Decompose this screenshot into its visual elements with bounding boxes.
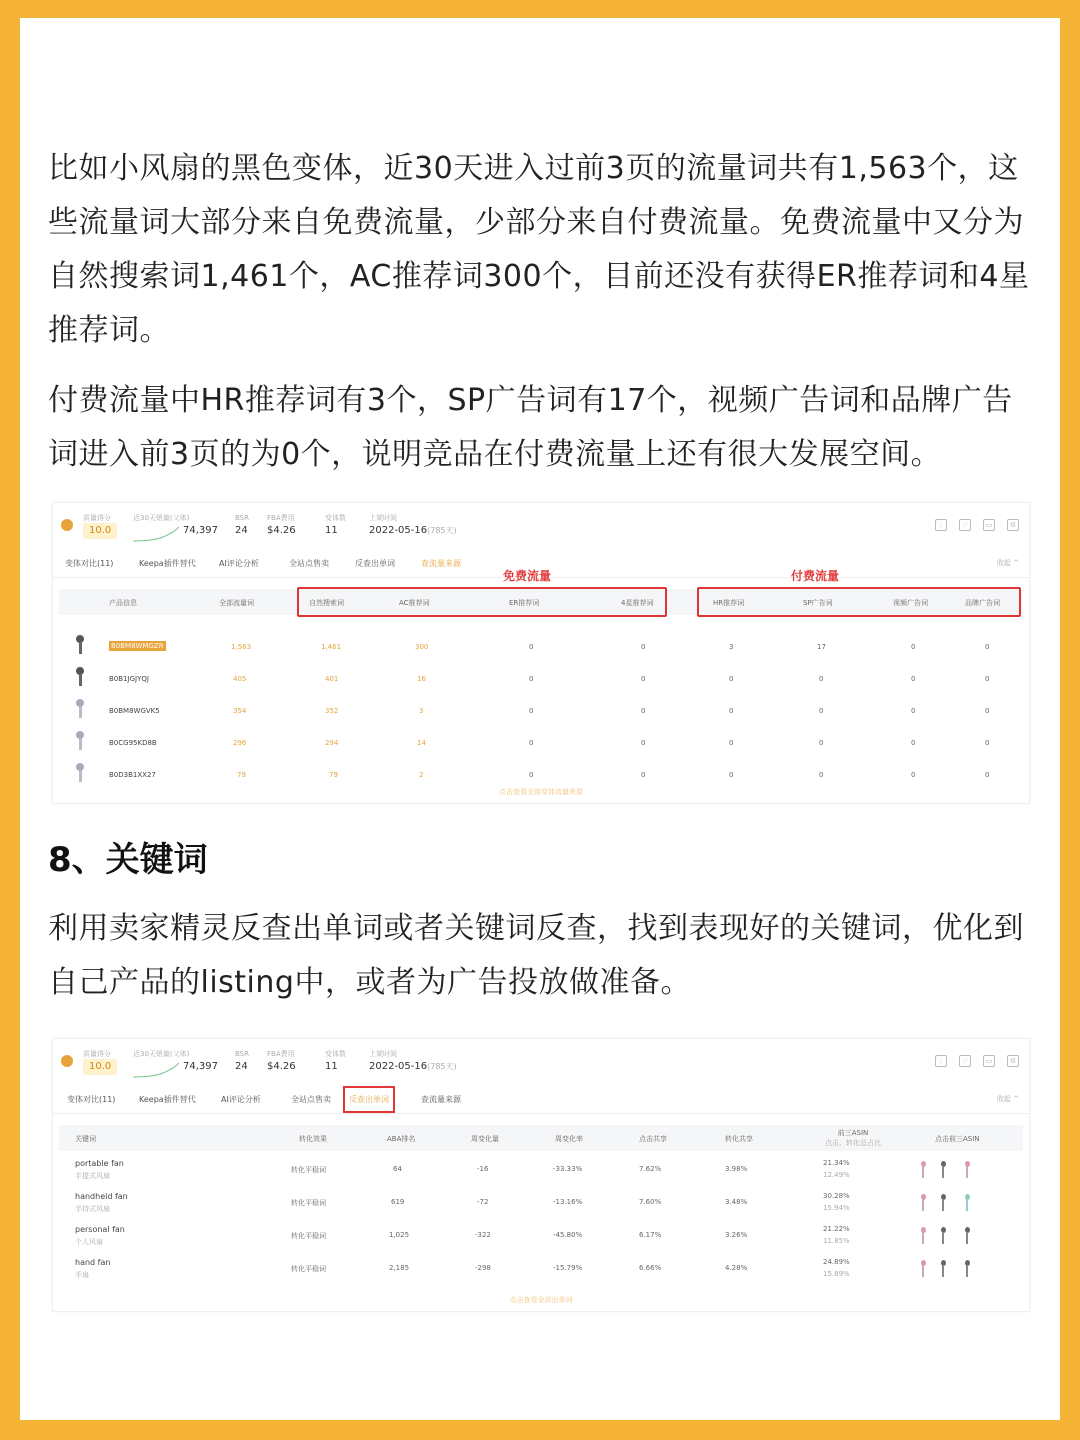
sales-value: 74,397 xyxy=(183,525,218,536)
cell-hr: 0 xyxy=(729,739,734,747)
product-logo-icon xyxy=(61,1055,73,1067)
section-heading: 8、关键词 xyxy=(48,840,208,880)
date-value: 2022-05-16 xyxy=(369,1061,428,1072)
fan-thumbnail-icon xyxy=(73,763,87,783)
cell-all: 405 xyxy=(233,675,247,683)
tab-global-sale[interactable]: 全站点售卖 xyxy=(289,559,329,568)
heart-icon[interactable]: ♡ xyxy=(959,1055,971,1067)
screen-icon[interactable]: ▭ xyxy=(983,519,995,531)
asin-cell[interactable]: B0BM8WMGZR xyxy=(111,642,164,650)
cell-aba: 619 xyxy=(391,1198,405,1206)
tab-reverse-keywords[interactable]: 反查出单词 xyxy=(343,1086,395,1113)
cell-click-share: 7.62% xyxy=(639,1165,662,1173)
tab-keepa[interactable]: Keepa插件替代 xyxy=(139,559,196,568)
score-label: 质量得分 xyxy=(83,1050,111,1058)
keyword-translation: 手持式风扇 xyxy=(75,1205,110,1213)
cell-hr: 3 xyxy=(729,643,734,651)
cell-ac: 14 xyxy=(417,739,426,747)
fan-thumbnail-icon xyxy=(939,1161,947,1179)
days-value: (785天) xyxy=(427,526,457,535)
tool-tabs xyxy=(53,1085,1029,1114)
fan-thumbnail-icon xyxy=(963,1161,971,1179)
free-traffic-highlight xyxy=(297,587,667,617)
product-logo-icon xyxy=(61,519,73,531)
screen-icon[interactable]: ▭ xyxy=(983,1055,995,1067)
tab-keepa[interactable]: Keepa插件替代 xyxy=(139,1095,196,1104)
fan-thumbnail-icon xyxy=(963,1194,971,1212)
cell-video: 0 xyxy=(911,739,916,747)
header-all-words: 全部流量词 xyxy=(219,599,254,607)
table-row[interactable] xyxy=(59,1252,1023,1284)
cell-organic: 79 xyxy=(329,771,338,779)
header-brand: 品牌广告词 xyxy=(965,599,1000,607)
cell-ac: 2 xyxy=(419,771,424,779)
score-badge: 10.0 xyxy=(83,1059,117,1075)
cell-top3-conv: 15.94% xyxy=(823,1204,850,1212)
keyword-table-header xyxy=(59,1125,1023,1151)
cell-conv-share: 3.26% xyxy=(725,1231,748,1239)
header-4star: 4星推荐词 xyxy=(621,599,654,607)
cell-aba: 2,185 xyxy=(389,1264,410,1272)
cell-4star: 0 xyxy=(641,739,646,747)
asin-cell[interactable]: B0BM8WGVK5 xyxy=(109,707,160,715)
table-row[interactable] xyxy=(59,1186,1023,1218)
header-hr: HR推荐词 xyxy=(713,599,745,607)
header-top3 xyxy=(825,1128,881,1148)
cell-conversion: 转化平稳词 xyxy=(291,1166,326,1174)
sales-value: 74,397 xyxy=(183,1061,218,1072)
sales-sparkline xyxy=(133,1061,179,1079)
table-row[interactable] xyxy=(59,663,1023,695)
article-page xyxy=(20,18,1060,1420)
cell-video: 0 xyxy=(911,707,916,715)
paragraph-keywords: 利用卖家精灵反查出单词或者关键词反查，找到表现好的关键词，优化到自己产品的listing中，或者为广告投放做准备。 xyxy=(48,911,1024,1000)
cell-video: 0 xyxy=(911,771,916,779)
cell-ac: 300 xyxy=(415,643,429,651)
cell-hr: 0 xyxy=(729,707,734,715)
fan-thumbnail-icon xyxy=(919,1161,927,1179)
cell-4star: 0 xyxy=(641,675,646,683)
cell-top3-conv: 12.49% xyxy=(823,1171,850,1179)
header-conv-share: 转化共享 xyxy=(725,1135,753,1143)
paragraph-variant-traffic: 比如小风扇的黑色变体，近30天进入过前3页的流量词共有1,563个，这些流量词大部分来自免费流量，少部分来自付费流量。免费流量中又分为自然搜索词1,461个，AC推荐词300个，目前还没有获得ER推荐词和4星推荐词。 xyxy=(48,151,1030,348)
keyword-translation: 个人风扇 xyxy=(75,1238,103,1246)
cell-organic: 352 xyxy=(325,707,339,715)
header-product: 产品信息 xyxy=(109,599,137,607)
paragraph-paid-traffic: 付费流量中HR推荐词有3个，SP广告词有17个，视频广告词和品牌广告词进入前3页的为0个，说明竞品在付费流量上还有很大发展空间。 xyxy=(48,383,1013,472)
fba-label: FBA费用 xyxy=(267,514,295,522)
cell-week-change: -72 xyxy=(477,1198,489,1206)
cell-all: 296 xyxy=(233,739,247,747)
sales-label: 近30天销量(父体) xyxy=(133,514,190,522)
header-click-share: 点击共享 xyxy=(639,1135,667,1143)
neck-fan-icon xyxy=(963,1227,971,1245)
cell-hr: 0 xyxy=(729,771,734,779)
cell-all: 354 xyxy=(233,707,247,715)
header-organic: 自然搜索词 xyxy=(309,599,344,607)
cell-conversion: 转化平稳词 xyxy=(291,1199,326,1207)
cell-click-share: 6.17% xyxy=(639,1231,662,1239)
variants-label: 变体数 xyxy=(325,514,346,522)
tab-reverse-keywords[interactable]: 反查出单词 xyxy=(355,559,395,568)
tab-global-sale[interactable]: 全站点售卖 xyxy=(291,1095,331,1104)
cell-conv-share: 4.28% xyxy=(725,1264,748,1272)
header-conversion: 转化效果 xyxy=(299,1135,327,1143)
cell-conversion: 转化平稳词 xyxy=(291,1265,326,1273)
tab-ai-review[interactable]: AI评论分析 xyxy=(219,559,259,568)
annotation-free-traffic: 免费流量 xyxy=(503,569,552,583)
cell-week-change: -16 xyxy=(477,1165,489,1173)
keyword-cell[interactable]: handheld fan xyxy=(75,1192,128,1201)
cell-week-change: -298 xyxy=(475,1264,491,1272)
heart-icon[interactable]: ♡ xyxy=(959,519,971,531)
cell-week-rate: -33.33% xyxy=(553,1165,583,1173)
cell-ac: 3 xyxy=(419,707,424,715)
header-week-change: 周变化量 xyxy=(471,1135,499,1143)
more-icon[interactable]: ⋮ xyxy=(935,1055,947,1067)
collapse-toggle[interactable]: 收起 ^ xyxy=(996,1095,1019,1103)
cell-top3-click: 21.22% xyxy=(823,1225,850,1233)
header-sp: SP广告词 xyxy=(803,599,833,607)
cell-sp: 0 xyxy=(819,707,824,715)
cell-4star: 0 xyxy=(641,643,646,651)
cell-brand: 0 xyxy=(985,643,990,651)
cell-ac: 16 xyxy=(417,675,426,683)
header-week-rate: 周变化率 xyxy=(555,1135,583,1143)
cell-all: 79 xyxy=(237,771,246,779)
fba-value: $4.26 xyxy=(267,525,296,536)
bsr-value: 24 xyxy=(235,1061,248,1072)
fan-thumbnail-icon xyxy=(73,667,87,687)
cell-video: 0 xyxy=(911,643,916,651)
bsr-label: BSR xyxy=(235,514,249,522)
cell-week-rate: -45.80% xyxy=(553,1231,583,1239)
header-aba: ABA排名 xyxy=(387,1135,416,1143)
cell-sp: 0 xyxy=(819,675,824,683)
cell-click-share: 6.66% xyxy=(639,1264,662,1272)
date-label: 上架时间 xyxy=(369,514,397,522)
table-row[interactable] xyxy=(59,631,1023,663)
cell-brand: 0 xyxy=(985,771,990,779)
fba-value: $4.26 xyxy=(267,1061,296,1072)
variants-value: 11 xyxy=(325,525,338,536)
header-click-top3: 点击前三ASIN xyxy=(935,1135,980,1143)
header-ac: AC推荐词 xyxy=(399,599,430,607)
score-badge: 10.0 xyxy=(83,523,117,539)
view-all-traffic-link[interactable]: 点击查看全部变体流量来源 xyxy=(499,788,583,796)
keyword-translation: 手扇 xyxy=(75,1271,89,1279)
keyword-screenshot xyxy=(52,1038,1030,1312)
bsr-label: BSR xyxy=(235,1050,249,1058)
tab-variant-compare[interactable]: 变体对比(11) xyxy=(67,1095,116,1104)
cell-top3-conv: 15.89% xyxy=(823,1270,850,1278)
cell-hr: 0 xyxy=(729,675,734,683)
cell-week-change: -322 xyxy=(475,1231,491,1239)
view-all-keywords-link[interactable]: 点击查看全部出单词 xyxy=(509,1296,573,1304)
fan-thumbnail-icon xyxy=(73,635,87,655)
cell-video: 0 xyxy=(911,675,916,683)
cell-week-rate: -15.79% xyxy=(553,1264,583,1272)
cell-top3-click: 30.28% xyxy=(823,1192,850,1200)
annotation-paid-traffic: 付费流量 xyxy=(791,569,840,583)
header-video: 视频广告词 xyxy=(893,599,928,607)
table-row[interactable] xyxy=(59,727,1023,759)
fan-thumbnail-icon xyxy=(919,1260,927,1278)
cell-brand: 0 xyxy=(985,675,990,683)
more-icon[interactable]: ⋮ xyxy=(935,519,947,531)
sales-label: 近30天销量(父体) xyxy=(133,1050,190,1058)
paid-traffic-highlight xyxy=(697,587,1021,617)
settings-icon[interactable]: ⚙ xyxy=(1007,1055,1019,1067)
cell-sp: 0 xyxy=(819,739,824,747)
sales-sparkline xyxy=(133,525,179,543)
asin-cell[interactable]: B0D3B1XX27 xyxy=(109,771,156,779)
cell-aba: 1,025 xyxy=(389,1231,410,1239)
cell-er: 0 xyxy=(529,675,534,683)
score-label: 质量得分 xyxy=(83,514,111,522)
cell-sp: 0 xyxy=(819,771,824,779)
cell-week-rate: -13.16% xyxy=(553,1198,583,1206)
cell-conversion: 转化平稳词 xyxy=(291,1232,326,1240)
cell-top3-conv: 11.85% xyxy=(823,1237,850,1245)
traffic-source-screenshot xyxy=(52,502,1030,804)
cell-all: 1,563 xyxy=(231,643,252,651)
cell-top3-click: 24.89% xyxy=(823,1258,850,1266)
cell-4star: 0 xyxy=(641,707,646,715)
keyword-translation: 手提式风扇 xyxy=(75,1172,110,1180)
header-er: ER推荐词 xyxy=(509,599,540,607)
table-row[interactable] xyxy=(59,695,1023,727)
fan-thumbnail-icon xyxy=(919,1194,927,1212)
days-value: (785天) xyxy=(427,1062,457,1071)
date-value: 2022-05-16 xyxy=(369,525,428,536)
cell-click-share: 7.60% xyxy=(639,1198,662,1206)
cell-organic: 294 xyxy=(325,739,339,747)
cell-4star: 0 xyxy=(641,771,646,779)
cell-sp: 17 xyxy=(817,643,826,651)
date-label: 上架时间 xyxy=(369,1050,397,1058)
keyword-cell[interactable]: portable fan xyxy=(75,1159,124,1168)
keyword-cell[interactable]: personal fan xyxy=(75,1225,125,1234)
cell-organic: 1,461 xyxy=(321,643,342,651)
asin-cell[interactable]: B0B1JGJYQJ xyxy=(109,675,149,683)
variants-label: 变体数 xyxy=(325,1050,346,1058)
fan-thumbnail-icon xyxy=(919,1227,927,1245)
cell-brand: 0 xyxy=(985,707,990,715)
cell-conv-share: 3.98% xyxy=(725,1165,748,1173)
fba-label: FBA费用 xyxy=(267,1050,295,1058)
table-row[interactable] xyxy=(59,1219,1023,1251)
cell-er: 0 xyxy=(529,707,534,715)
header-keyword: 关键词 xyxy=(75,1135,96,1143)
fan-thumbnail-icon xyxy=(963,1260,971,1278)
cell-er: 0 xyxy=(529,643,534,651)
header-top3-sub: 点击、转化总占比 xyxy=(825,1139,881,1147)
settings-icon[interactable]: ⚙ xyxy=(1007,519,1019,531)
tab-ai-review[interactable]: AI评论分析 xyxy=(221,1095,261,1104)
cell-top3-click: 21.34% xyxy=(823,1159,850,1167)
fan-thumbnail-icon xyxy=(939,1194,947,1212)
variants-value: 11 xyxy=(325,1061,338,1072)
asin-cell[interactable]: B0CG95KD8B xyxy=(109,739,157,747)
cell-organic: 401 xyxy=(325,675,339,683)
tab-traffic-source[interactable]: 查流量来源 xyxy=(421,559,461,568)
keyword-cell[interactable]: hand fan xyxy=(75,1258,111,1267)
tab-variant-compare[interactable]: 变体对比(11) xyxy=(65,559,114,568)
product-metrics-bar xyxy=(53,503,1029,549)
product-metrics-bar xyxy=(53,1039,1029,1085)
tab-traffic-source[interactable]: 查流量来源 xyxy=(421,1095,461,1104)
fan-thumbnail-icon xyxy=(73,731,87,751)
table-row[interactable] xyxy=(59,1153,1023,1185)
header-top3-label: 前三ASIN xyxy=(837,1129,869,1137)
bsr-value: 24 xyxy=(235,525,248,536)
cell-aba: 64 xyxy=(393,1165,402,1173)
collapse-toggle[interactable]: 收起 ^ xyxy=(996,559,1019,567)
cell-er: 0 xyxy=(529,771,534,779)
fan-thumbnail-icon xyxy=(939,1227,947,1245)
cell-brand: 0 xyxy=(985,739,990,747)
fan-thumbnail-icon xyxy=(73,699,87,719)
cell-conv-share: 3.48% xyxy=(725,1198,748,1206)
umbrella-fan-icon xyxy=(939,1260,947,1278)
cell-er: 0 xyxy=(529,739,534,747)
